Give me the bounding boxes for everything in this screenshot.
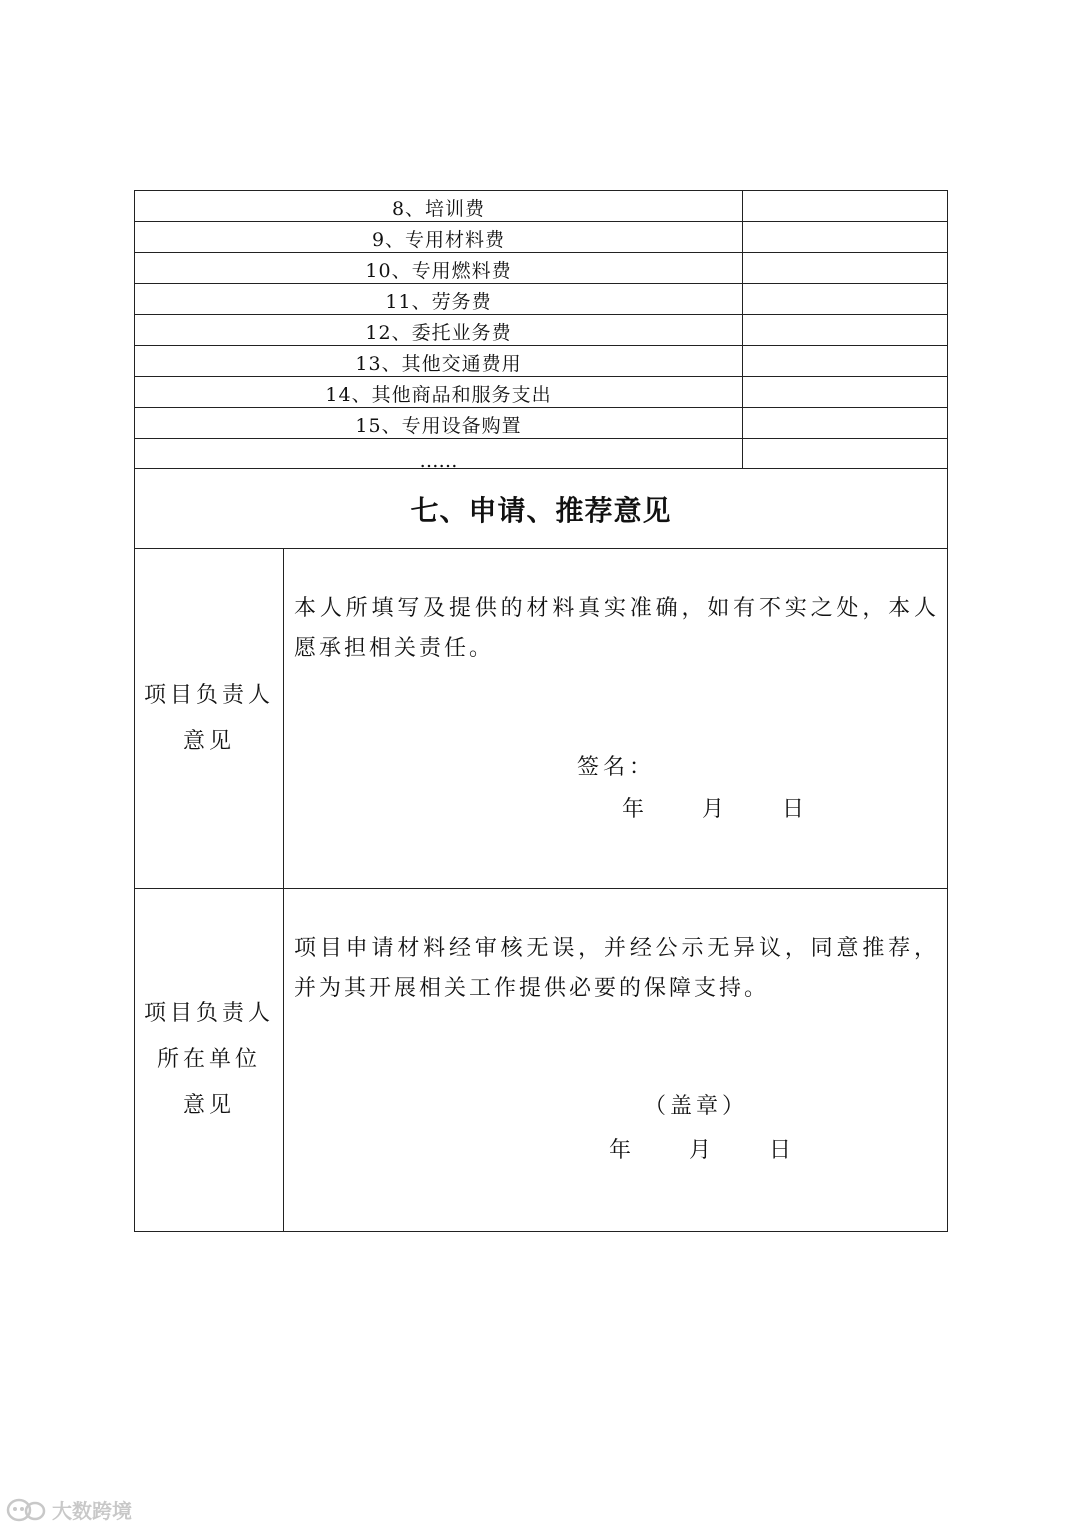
budget-row-ellipsis xyxy=(135,439,947,469)
budget-item-name: 15、专用设备购置 xyxy=(135,408,743,438)
budget-row xyxy=(135,315,947,346)
watermark xyxy=(6,1495,132,1524)
budget-amount-cell[interactable] xyxy=(743,315,947,345)
budget-row xyxy=(135,222,947,253)
budget-row xyxy=(135,284,947,315)
leader-opinion-label xyxy=(135,549,284,888)
budget-item-name: 11、劳务费 xyxy=(135,284,743,314)
unit-statement: 项目申请材料经审核无误，并经公示无异议，同意推荐，并为其开展相关工作提供必要的保障支持。 xyxy=(294,936,939,1001)
budget-amount-cell[interactable] xyxy=(743,346,947,376)
unit-date xyxy=(609,1133,849,1164)
budget-row xyxy=(135,408,947,439)
leader-date xyxy=(622,792,862,823)
budget-item-name: 9、专用材料费 xyxy=(135,222,743,252)
budget-row xyxy=(135,377,947,408)
unit-opinion-label xyxy=(135,889,284,1231)
leader-statement: 本人所填写及提供的材料真实准确，如有不实之处，本人愿承担相关责任。 xyxy=(294,596,939,661)
date-year-label: 年 xyxy=(622,797,645,822)
unit-opinion-row xyxy=(135,889,947,1231)
signature-label: 签名： xyxy=(577,755,656,780)
budget-amount-cell[interactable] xyxy=(743,222,947,252)
budget-item-name: 13、其他交通费用 xyxy=(135,346,743,376)
opinion-section xyxy=(134,468,948,1232)
budget-item-ellipsis: …… xyxy=(135,439,743,469)
seal-label: （盖章） xyxy=(644,1094,749,1119)
budget-row xyxy=(135,346,947,377)
watermark-text: 大数跨境 xyxy=(52,1499,132,1523)
budget-item-name: 8、培训费 xyxy=(135,191,743,221)
budget-amount-cell[interactable] xyxy=(743,191,947,221)
date-month-label: 月 xyxy=(702,797,725,822)
leader-opinion-row xyxy=(135,549,947,889)
section-title: 七、申请、推荐意见 xyxy=(135,469,947,549)
budget-table xyxy=(134,190,948,469)
date-year-label: 年 xyxy=(609,1138,632,1163)
budget-row xyxy=(135,191,947,222)
unit-label-line: 所在单位 xyxy=(156,1047,261,1072)
budget-item-name: 12、委托业务费 xyxy=(135,315,743,345)
budget-amount-cell[interactable] xyxy=(743,408,947,438)
budget-amount-cell[interactable] xyxy=(743,284,947,314)
unit-label-line: 项目负责人 xyxy=(143,1001,274,1026)
leader-opinion-content[interactable] xyxy=(284,549,947,888)
date-month-label: 月 xyxy=(689,1138,712,1163)
budget-item-name: 10、专用燃料费 xyxy=(135,253,743,283)
date-day-label: 日 xyxy=(769,1138,792,1163)
unit-opinion-content[interactable] xyxy=(284,889,947,1231)
date-day-label: 日 xyxy=(782,797,805,822)
unit-label-line: 意见 xyxy=(182,1093,235,1118)
budget-item-name: 14、其他商品和服务支出 xyxy=(135,377,743,407)
budget-amount-cell[interactable] xyxy=(743,377,947,407)
budget-row xyxy=(135,253,947,284)
watermark-logo-icon xyxy=(6,1497,46,1523)
budget-amount-cell[interactable] xyxy=(743,439,947,469)
leader-label-line: 意见 xyxy=(182,728,235,754)
leader-label-line: 项目负责人 xyxy=(143,682,274,708)
budget-amount-cell[interactable] xyxy=(743,253,947,283)
